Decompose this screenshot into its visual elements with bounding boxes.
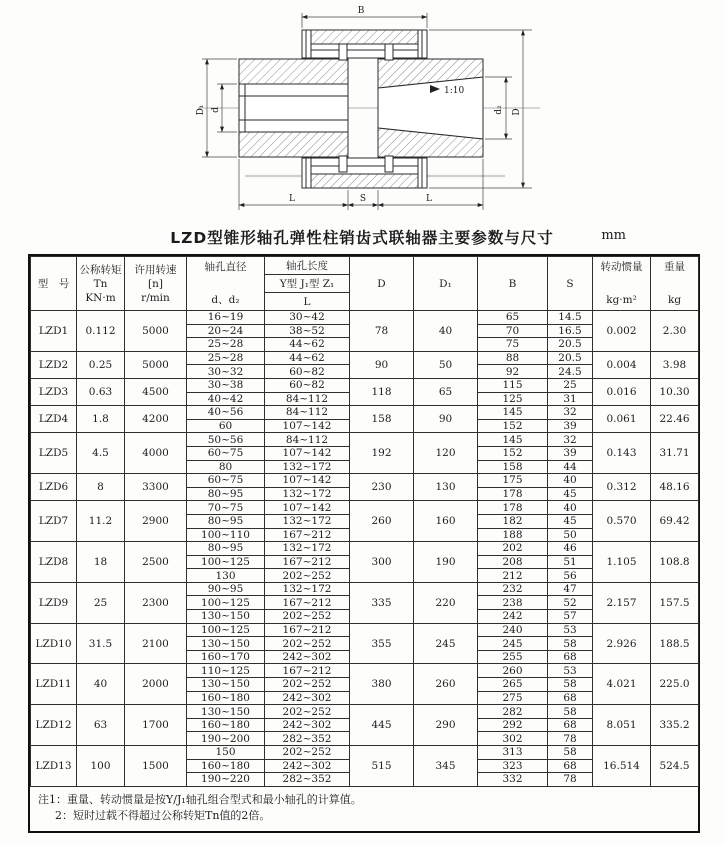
table-row bbox=[31, 705, 699, 719]
dim-b-label: B bbox=[357, 6, 365, 16]
cell-S: 20.5 bbox=[548, 338, 593, 352]
cell-D1: 65 bbox=[414, 378, 478, 405]
cell-B: 175 bbox=[478, 474, 548, 488]
cell-B: 202 bbox=[478, 542, 548, 556]
cell-bore-length: 242~302 bbox=[265, 759, 350, 773]
header-speed-line1: 许用转速 bbox=[134, 263, 177, 276]
cell-S: 45 bbox=[548, 514, 593, 528]
header-D1: D₁ bbox=[414, 257, 478, 311]
header-speed bbox=[125, 257, 187, 311]
coupling-drawing bbox=[0, 0, 725, 222]
cell-D1: 190 bbox=[414, 542, 478, 583]
cell-bore-length: 167~212 bbox=[265, 528, 350, 542]
cell-bore-diameter: 130~150 bbox=[187, 610, 265, 624]
cell-S: 24.5 bbox=[548, 365, 593, 379]
cell-B: 115 bbox=[478, 378, 548, 392]
cell-B: 313 bbox=[478, 746, 548, 760]
cell-bore-length: 202~252 bbox=[265, 678, 350, 692]
cell-D: 355 bbox=[350, 623, 414, 664]
header-bore-length: 轴孔长度 bbox=[265, 257, 350, 275]
cell-bore-diameter: 80~95 bbox=[187, 542, 265, 556]
cell-weight: 31.71 bbox=[651, 433, 699, 474]
cell-torque: 0.25 bbox=[77, 351, 125, 378]
cell-bore-diameter: 130 bbox=[187, 569, 265, 583]
cell-bore-diameter: 80~95 bbox=[187, 514, 265, 528]
cell-inertia: 0.061 bbox=[593, 406, 651, 433]
cell-S: 53 bbox=[548, 664, 593, 678]
cell-speed: 4200 bbox=[125, 406, 187, 433]
cell-bore-diameter: 150 bbox=[187, 746, 265, 760]
header-weight-line1: 重量 bbox=[664, 260, 685, 273]
cell-bore-length: 242~302 bbox=[265, 718, 350, 732]
cell-bore-diameter: 90~95 bbox=[187, 582, 265, 596]
cell-B: 158 bbox=[478, 460, 548, 474]
cell-inertia: 2.157 bbox=[593, 582, 651, 623]
cell-bore-diameter: 25~28 bbox=[187, 338, 265, 352]
cell-speed: 2900 bbox=[125, 501, 187, 542]
cell-S: 40 bbox=[548, 501, 593, 515]
cell-B: 245 bbox=[478, 637, 548, 651]
cell-inertia: 4.021 bbox=[593, 664, 651, 705]
parameters-table bbox=[28, 254, 700, 833]
cell-bore-length: 202~252 bbox=[265, 610, 350, 624]
cell-bore-length: 167~212 bbox=[265, 596, 350, 610]
cell-B: 152 bbox=[478, 446, 548, 460]
dim-d2-label: d₂ bbox=[494, 105, 504, 115]
cell-bore-length: 60~82 bbox=[265, 365, 350, 379]
cell-weight: 69.42 bbox=[651, 501, 699, 542]
cell-bore-length: 132~172 bbox=[265, 514, 350, 528]
table-row bbox=[31, 746, 699, 760]
cell-B: 323 bbox=[478, 759, 548, 773]
cell-speed: 4000 bbox=[125, 433, 187, 474]
cell-D1: 130 bbox=[414, 474, 478, 501]
cell-speed: 5000 bbox=[125, 351, 187, 378]
cell-speed: 2100 bbox=[125, 623, 187, 664]
unit-label: mm bbox=[601, 228, 626, 243]
dim-l-left-label: L bbox=[289, 194, 295, 204]
cell-S: 32 bbox=[548, 406, 593, 420]
cell-bore-length: 44~62 bbox=[265, 351, 350, 365]
cell-bore-diameter: 160~180 bbox=[187, 759, 265, 773]
cell-S: 52 bbox=[548, 596, 593, 610]
cell-inertia: 16.514 bbox=[593, 746, 651, 787]
dim-l-right-label: L bbox=[426, 194, 432, 204]
cell-S: 78 bbox=[548, 732, 593, 746]
cell-bore-length: 107~142 bbox=[265, 474, 350, 488]
cell-weight: 524.5 bbox=[651, 746, 699, 787]
cell-B: 152 bbox=[478, 419, 548, 433]
cell-bore-diameter: 30~38 bbox=[187, 378, 265, 392]
cell-S: 31 bbox=[548, 392, 593, 406]
cell-torque: 1.8 bbox=[77, 406, 125, 433]
cell-speed: 2000 bbox=[125, 664, 187, 705]
cell-B: 332 bbox=[478, 773, 548, 787]
cell-speed: 2300 bbox=[125, 582, 187, 623]
cell-inertia: 0.002 bbox=[593, 311, 651, 352]
cell-speed: 3300 bbox=[125, 474, 187, 501]
cell-B: 182 bbox=[478, 514, 548, 528]
cell-bore-diameter: 80 bbox=[187, 460, 265, 474]
cell-bore-length: 38~52 bbox=[265, 324, 350, 338]
cell-model: LZD12 bbox=[31, 705, 77, 746]
header-inertia-line1: 转动惯量 bbox=[600, 260, 643, 273]
cell-torque: 0.63 bbox=[77, 378, 125, 405]
table-row bbox=[31, 582, 699, 596]
cell-torque: 18 bbox=[77, 542, 125, 583]
table-notes bbox=[30, 787, 698, 831]
cell-B: 240 bbox=[478, 623, 548, 637]
cell-D1: 220 bbox=[414, 582, 478, 623]
cell-S: 39 bbox=[548, 446, 593, 460]
cell-bore-diameter: 130~150 bbox=[187, 678, 265, 692]
cell-B: 232 bbox=[478, 582, 548, 596]
header-inertia-line2: kg·m² bbox=[606, 293, 637, 306]
cell-B: 302 bbox=[478, 732, 548, 746]
cell-bore-length: 202~252 bbox=[265, 569, 350, 583]
table-row bbox=[31, 501, 699, 515]
cell-bore-diameter: 50~56 bbox=[187, 433, 265, 447]
cell-S: 20.5 bbox=[548, 351, 593, 365]
table-row bbox=[31, 351, 699, 365]
cell-D1: 40 bbox=[414, 311, 478, 352]
cell-bore-length: 30~42 bbox=[265, 311, 350, 325]
cell-bore-diameter: 160~180 bbox=[187, 691, 265, 705]
header-bore-diameter-line1: 轴孔直径 bbox=[204, 260, 247, 273]
cell-D1: 120 bbox=[414, 433, 478, 474]
cell-bore-length: 282~352 bbox=[265, 773, 350, 787]
cell-torque: 63 bbox=[77, 705, 125, 746]
cell-S: 58 bbox=[548, 678, 593, 692]
cell-weight: 22.46 bbox=[651, 406, 699, 433]
cell-B: 145 bbox=[478, 433, 548, 447]
cell-weight: 2.30 bbox=[651, 311, 699, 352]
cell-model: LZD8 bbox=[31, 542, 77, 583]
cell-torque: 31.5 bbox=[77, 623, 125, 664]
cell-bore-length: 132~172 bbox=[265, 487, 350, 501]
cell-B: 145 bbox=[478, 406, 548, 420]
cell-bore-diameter: 160~170 bbox=[187, 650, 265, 664]
cell-B: 70 bbox=[478, 324, 548, 338]
cell-B: 92 bbox=[478, 365, 548, 379]
cell-bore-length: 202~252 bbox=[265, 705, 350, 719]
cell-S: 40 bbox=[548, 474, 593, 488]
cell-B: 125 bbox=[478, 392, 548, 406]
cell-S: 39 bbox=[548, 419, 593, 433]
cell-inertia: 0.570 bbox=[593, 501, 651, 542]
cell-model: LZD5 bbox=[31, 433, 77, 474]
cell-D: 118 bbox=[350, 378, 414, 405]
cell-D1: 345 bbox=[414, 746, 478, 787]
cell-model: LZD3 bbox=[31, 378, 77, 405]
dim-d1-label: D₁ bbox=[196, 104, 206, 116]
cell-B: 178 bbox=[478, 487, 548, 501]
cell-weight: 108.8 bbox=[651, 542, 699, 583]
header-torque-line2: Tn bbox=[93, 277, 108, 290]
note-1: 注1：重量、转动惯量是按Y/J₁轴孔组合型式和最小轴孔的计算值。 bbox=[38, 792, 362, 806]
header-model: 型 号 bbox=[31, 257, 77, 311]
cell-D: 158 bbox=[350, 406, 414, 433]
cell-bore-length: 167~212 bbox=[265, 555, 350, 569]
table-row bbox=[31, 542, 699, 556]
cell-D1: 90 bbox=[414, 406, 478, 433]
cell-bore-diameter: 100~125 bbox=[187, 596, 265, 610]
header-B: B bbox=[478, 257, 548, 311]
cell-S: 16.5 bbox=[548, 324, 593, 338]
cell-S: 44 bbox=[548, 460, 593, 474]
cell-bore-diameter: 100~110 bbox=[187, 528, 265, 542]
cell-torque: 4.5 bbox=[77, 433, 125, 474]
cell-weight: 10.30 bbox=[651, 378, 699, 405]
cell-D: 192 bbox=[350, 433, 414, 474]
cell-bore-diameter: 30~32 bbox=[187, 365, 265, 379]
cell-bore-length: 84~112 bbox=[265, 406, 350, 420]
cell-bore-length: 107~142 bbox=[265, 446, 350, 460]
cell-bore-length: 84~112 bbox=[265, 433, 350, 447]
cell-B: 260 bbox=[478, 664, 548, 678]
cell-B: 238 bbox=[478, 596, 548, 610]
header-bore-length-L: L bbox=[265, 293, 350, 311]
cell-bore-length: 107~142 bbox=[265, 501, 350, 515]
cell-torque: 0.112 bbox=[77, 311, 125, 352]
cell-bore-length: 132~172 bbox=[265, 542, 350, 556]
cell-B: 275 bbox=[478, 691, 548, 705]
cell-D1: 290 bbox=[414, 705, 478, 746]
cell-speed: 1700 bbox=[125, 705, 187, 746]
cell-D1: 245 bbox=[414, 623, 478, 664]
header-speed-line3: r/min bbox=[141, 291, 170, 304]
header-weight bbox=[651, 257, 699, 311]
cell-torque: 8 bbox=[77, 474, 125, 501]
table-row bbox=[31, 664, 699, 678]
cell-D: 335 bbox=[350, 582, 414, 623]
cell-speed: 5000 bbox=[125, 311, 187, 352]
cell-D: 300 bbox=[350, 542, 414, 583]
cell-S: 57 bbox=[548, 610, 593, 624]
cell-bore-diameter: 40~42 bbox=[187, 392, 265, 406]
cell-D: 230 bbox=[350, 474, 414, 501]
cell-bore-diameter: 130~150 bbox=[187, 705, 265, 719]
cell-S: 58 bbox=[548, 705, 593, 719]
table-row bbox=[31, 311, 699, 325]
cell-weight: 188.5 bbox=[651, 623, 699, 664]
cell-weight: 225.0 bbox=[651, 664, 699, 705]
header-bore-length-types: Y型 J₁型 Z₁ bbox=[265, 275, 350, 293]
cell-bore-length: 167~212 bbox=[265, 664, 350, 678]
cell-inertia: 2.926 bbox=[593, 623, 651, 664]
cell-bore-diameter: 40~56 bbox=[187, 406, 265, 420]
cell-model: LZD9 bbox=[31, 582, 77, 623]
cell-bore-length: 282~352 bbox=[265, 732, 350, 746]
table-row bbox=[31, 623, 699, 637]
table-body bbox=[31, 311, 699, 787]
cell-D: 90 bbox=[350, 351, 414, 378]
cell-B: 242 bbox=[478, 610, 548, 624]
cell-weight: 157.5 bbox=[651, 582, 699, 623]
cell-S: 58 bbox=[548, 637, 593, 651]
cell-speed: 1500 bbox=[125, 746, 187, 787]
cell-bore-length: 242~302 bbox=[265, 650, 350, 664]
cell-bore-diameter: 190~220 bbox=[187, 773, 265, 787]
header-D: D bbox=[350, 257, 414, 311]
header-bore-diameter-line2: d、d₂ bbox=[211, 293, 240, 306]
cell-bore-length: 132~172 bbox=[265, 460, 350, 474]
cell-inertia: 0.312 bbox=[593, 474, 651, 501]
cell-B: 255 bbox=[478, 650, 548, 664]
cell-bore-diameter: 60~75 bbox=[187, 474, 265, 488]
cell-bore-diameter: 100~125 bbox=[187, 555, 265, 569]
cell-model: LZD1 bbox=[31, 311, 77, 352]
cell-D1: 260 bbox=[414, 664, 478, 705]
cell-S: 68 bbox=[548, 691, 593, 705]
cell-S: 32 bbox=[548, 433, 593, 447]
cell-B: 282 bbox=[478, 705, 548, 719]
cell-bore-length: 167~212 bbox=[265, 623, 350, 637]
cell-bore-diameter: 60~75 bbox=[187, 446, 265, 460]
header-torque-line3: KN·m bbox=[85, 291, 116, 304]
cell-inertia: 0.004 bbox=[593, 351, 651, 378]
cell-B: 212 bbox=[478, 569, 548, 583]
cell-bore-length: 44~62 bbox=[265, 338, 350, 352]
title-row bbox=[28, 226, 696, 248]
cell-S: 46 bbox=[548, 542, 593, 556]
cell-bore-diameter: 190~200 bbox=[187, 732, 265, 746]
cell-B: 188 bbox=[478, 528, 548, 542]
cell-D: 380 bbox=[350, 664, 414, 705]
cell-inertia: 0.016 bbox=[593, 378, 651, 405]
cell-model: LZD2 bbox=[31, 351, 77, 378]
cell-bore-diameter: 16~19 bbox=[187, 311, 265, 325]
page-title: LZD型锥形轴孔弹性柱销齿式联轴器主要参数与尺寸 bbox=[170, 229, 554, 247]
cell-bore-diameter: 100~125 bbox=[187, 623, 265, 637]
header-bore-diameter bbox=[187, 257, 265, 311]
cell-B: 75 bbox=[478, 338, 548, 352]
cell-S: 25 bbox=[548, 378, 593, 392]
cell-inertia: 0.143 bbox=[593, 433, 651, 474]
taper-label: 1:10 bbox=[444, 86, 465, 96]
cell-S: 45 bbox=[548, 487, 593, 501]
cell-bore-length: 84~112 bbox=[265, 392, 350, 406]
cell-speed: 4500 bbox=[125, 378, 187, 405]
cell-bore-diameter: 70~75 bbox=[187, 501, 265, 515]
table-row bbox=[31, 406, 699, 420]
cell-D: 260 bbox=[350, 501, 414, 542]
cell-bore-diameter: 110~125 bbox=[187, 664, 265, 678]
header-weight-line2: kg bbox=[667, 293, 682, 306]
cell-S: 78 bbox=[548, 773, 593, 787]
coupling-geometry bbox=[239, 30, 483, 188]
cell-D: 445 bbox=[350, 705, 414, 746]
table-row bbox=[31, 378, 699, 392]
cell-inertia: 8.051 bbox=[593, 705, 651, 746]
note-2: 2：短时过载不得超过公称转矩Tn值的2倍。 bbox=[55, 808, 271, 822]
cell-S: 53 bbox=[548, 623, 593, 637]
header-torque-line1: 公称转矩 bbox=[79, 263, 122, 276]
header-torque bbox=[77, 257, 125, 311]
header-speed-line2: [n] bbox=[148, 277, 163, 290]
cell-torque: 25 bbox=[77, 582, 125, 623]
table-row bbox=[31, 433, 699, 447]
coupling-table bbox=[30, 256, 699, 787]
dim-d-outer-label: D bbox=[512, 108, 522, 116]
cell-B: 88 bbox=[478, 351, 548, 365]
cell-model: LZD6 bbox=[31, 474, 77, 501]
cell-S: 68 bbox=[548, 759, 593, 773]
cell-model: LZD4 bbox=[31, 406, 77, 433]
cell-S: 14.5 bbox=[548, 311, 593, 325]
cell-inertia: 1.105 bbox=[593, 542, 651, 583]
cell-B: 65 bbox=[478, 311, 548, 325]
cell-weight: 335.2 bbox=[651, 705, 699, 746]
cell-torque: 100 bbox=[77, 746, 125, 787]
cell-bore-diameter: 25~28 bbox=[187, 351, 265, 365]
cell-model: LZD10 bbox=[31, 623, 77, 664]
cell-bore-length: 132~172 bbox=[265, 582, 350, 596]
cell-S: 56 bbox=[548, 569, 593, 583]
cell-S: 47 bbox=[548, 582, 593, 596]
cell-bore-diameter: 160~180 bbox=[187, 718, 265, 732]
cell-D1: 160 bbox=[414, 501, 478, 542]
cell-bore-length: 242~302 bbox=[265, 691, 350, 705]
cell-bore-length: 107~142 bbox=[265, 419, 350, 433]
cell-bore-length: 60~82 bbox=[265, 378, 350, 392]
cell-weight: 3.98 bbox=[651, 351, 699, 378]
cell-model: LZD13 bbox=[31, 746, 77, 787]
table-row bbox=[31, 474, 699, 488]
header-S: S bbox=[548, 257, 593, 311]
cell-D: 515 bbox=[350, 746, 414, 787]
cell-B: 178 bbox=[478, 501, 548, 515]
cell-bore-length: 202~252 bbox=[265, 746, 350, 760]
cell-B: 265 bbox=[478, 678, 548, 692]
cell-S: 68 bbox=[548, 718, 593, 732]
cell-torque: 11.2 bbox=[77, 501, 125, 542]
cell-torque: 40 bbox=[77, 664, 125, 705]
dim-d-bore-label: d bbox=[211, 107, 221, 113]
cell-bore-length: 202~252 bbox=[265, 637, 350, 651]
cell-D1: 50 bbox=[414, 351, 478, 378]
header-inertia bbox=[593, 257, 651, 311]
cell-bore-diameter: 80~95 bbox=[187, 487, 265, 501]
cell-bore-diameter: 130~150 bbox=[187, 637, 265, 651]
cell-bore-diameter: 20~24 bbox=[187, 324, 265, 338]
cell-S: 58 bbox=[548, 746, 593, 760]
cell-B: 208 bbox=[478, 555, 548, 569]
dim-s-label: S bbox=[359, 194, 367, 204]
table-header bbox=[31, 257, 699, 311]
cell-S: 50 bbox=[548, 528, 593, 542]
cell-D: 78 bbox=[350, 311, 414, 352]
cell-model: LZD11 bbox=[31, 664, 77, 705]
cell-weight: 48.16 bbox=[651, 474, 699, 501]
cell-model: LZD7 bbox=[31, 501, 77, 542]
cell-S: 68 bbox=[548, 650, 593, 664]
cell-speed: 2500 bbox=[125, 542, 187, 583]
cell-bore-diameter: 60 bbox=[187, 419, 265, 433]
cell-S: 51 bbox=[548, 555, 593, 569]
cell-B: 292 bbox=[478, 718, 548, 732]
